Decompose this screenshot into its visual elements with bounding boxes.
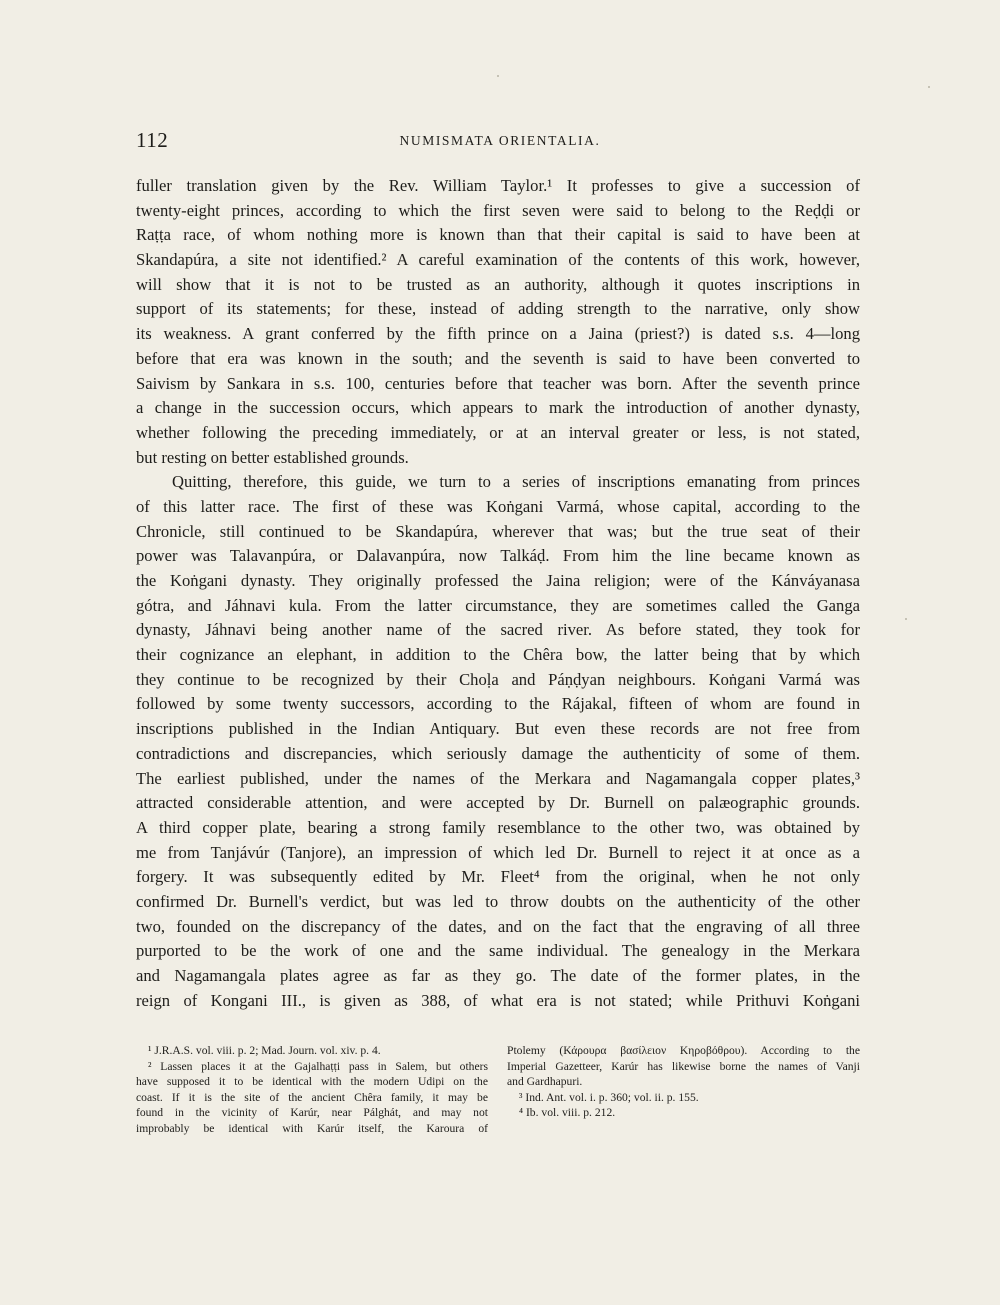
text-line: reign of Kongani III., is given as 388, of what era is not stated; while Prithuvi Koṅgani bbox=[136, 990, 860, 1010]
page-number: 112 bbox=[136, 128, 169, 152]
text-line: before that era was known in the south; and the seventh is said to have been converted to bbox=[136, 348, 860, 368]
text-line: of this latter race. The first of these was Koṅgani Varmá, whose capital, according to the bbox=[136, 496, 860, 516]
text-line: Raṭṭa race, of whom nothing more is known than that their capital is said to have been at bbox=[136, 225, 860, 245]
text-line: will show that it is not to be trusted as an authority, although it quotes inscriptions in bbox=[136, 274, 860, 294]
text-line: power was Talavanpúra, or Dalavanpúra, now Talkáḍ. From him the line became known as bbox=[136, 546, 860, 566]
text-line: attracted considerable attention, and were accepted by Dr. Burnell on palæographic grounds. bbox=[136, 793, 860, 813]
text-line: whether following the preceding immediately, or at an interval greater or less, is not stated, bbox=[136, 422, 860, 442]
text-line: and Nagamangala plates agree as far as they go. The date of the former plates, in the bbox=[136, 966, 860, 985]
paper-speck bbox=[497, 75, 499, 77]
text-line: me from Tanjávúr (Tanjore), an impression of which led Dr. Burnell to reject it at once as a bbox=[136, 842, 860, 862]
footnote-line: ⁴ Ib. vol. viii. p. 212. bbox=[519, 1106, 616, 1120]
footnote-line: improbably be identical with Karúr itself, the Karoura of bbox=[136, 1121, 488, 1135]
text-line: The earliest published, under the names of the Merkara and Nagamangala copper plates,³ bbox=[136, 768, 860, 788]
text-line: gótra, and Jáhnavi kula. From the latter circumstance, they are sometimes called the Ganga bbox=[136, 595, 860, 615]
text-line: twenty-eight princes, according to which the first seven were said to belong to the Reḍḍi or bbox=[136, 200, 860, 220]
footnote-line: ¹ J.R.A.S. vol. viii. p. 2; Mad. Journ. vol. xiv. p. 4. bbox=[148, 1044, 381, 1057]
text-line: A third copper plate, bearing a strong family resemblance to the other two, was obtained by bbox=[136, 817, 860, 837]
body-text bbox=[136, 174, 860, 1013]
paper-speck bbox=[928, 86, 930, 88]
footnote-line: ² Lassen places it at the Gajalhaṭṭi pass in Salem, but others bbox=[148, 1059, 488, 1073]
footnote-line: ³ Ind. Ant. vol. i. p. 360; vol. ii. p. 155. bbox=[519, 1090, 699, 1104]
text-line: they continue to be recognized by their Choḷa and Páṇḍyan neighbours. Koṅgani Varmá was bbox=[136, 669, 860, 689]
paper-speck bbox=[905, 618, 907, 620]
text-line: the Koṅgani dynasty. They originally professed the Jaina religion; were of the Kánváyanasa bbox=[136, 571, 860, 590]
text-line: dynasty, Jáhnavi being another name of the sacred river. As before stated, they took for bbox=[136, 620, 860, 640]
text-line: Chronicle, still continued to be Skandapúra, wherever that was; but the true seat of their bbox=[136, 521, 860, 541]
running-head bbox=[136, 128, 864, 158]
text-line: followed by some twenty successors, according to the Rájakal, fifteen of whom are found in bbox=[136, 694, 860, 714]
footnote-line: Imperial Gazetteer, Karúr has likewise borne the names of Vanji bbox=[507, 1059, 860, 1073]
text-line: inscriptions published in the Indian Antiquary. But even these records are not free from bbox=[136, 719, 860, 739]
footnote-line: have supposed it to be identical with the modern Udipi on the bbox=[136, 1075, 488, 1089]
running-title: NUMISMATA ORIENTALIA. bbox=[399, 133, 601, 148]
text-line: confirmed Dr. Burnell's verdict, but was led to throw doubts on the authenticity of the other bbox=[136, 891, 860, 911]
footnotes-right-column bbox=[507, 1043, 860, 1121]
text-line: two, founded on the discrepancy of the dates, and on the fact that the engraving of all three bbox=[136, 916, 860, 936]
text-line: their cognizance an elephant, in addition to the Chêra bow, the latter being that by which bbox=[136, 645, 860, 665]
text-line: its weakness. A grant conferred by the fifth prince on a Jaina (priest?) is dated s.s. 4—long bbox=[136, 324, 860, 344]
footnote-line: found in the vicinity of Karúr, near Pálghát, and may not bbox=[136, 1106, 488, 1120]
footnote-line: and Gardhapuri. bbox=[507, 1075, 583, 1089]
text-line: Saivism by Sankara in s.s. 100, centuries before that teacher was born. After the seventh prince bbox=[136, 373, 860, 393]
text-line: support of its statements; for these, instead of adding strength to the narrative, only show bbox=[136, 299, 860, 319]
text-line: but resting on better established grounds. bbox=[136, 447, 409, 467]
text-line: Quitting, therefore, this guide, we turn to a series of inscriptions emanating from princes bbox=[172, 472, 860, 492]
text-line: fuller translation given by the Rev. William Taylor.¹ It professes to give a succession of bbox=[136, 176, 860, 195]
footnote-line: coast. If it is the site of the ancient Chêra family, it may be bbox=[136, 1090, 488, 1104]
text-line: contradictions and discrepancies, which seriously damage the authenticity of some of them. bbox=[136, 743, 860, 763]
text-line: purported to be the work of one and the same individual. The genealogy in the Merkara bbox=[136, 941, 860, 961]
text-line: forgery. It was subsequently edited by Mr. Fleet⁴ from the original, when he not only bbox=[136, 867, 860, 887]
footnote-line: Ptolemy (Κάρουρα βασίλειον Κηροβόθρου). According to the bbox=[507, 1044, 860, 1057]
text-line: a change in the succession occurs, which appears to mark the introduction of another dynasty, bbox=[136, 398, 860, 418]
footnotes-left-column bbox=[136, 1043, 488, 1137]
text-line: Skandapúra, a site not identified.² A careful examination of the contents of this work, however, bbox=[136, 250, 860, 270]
